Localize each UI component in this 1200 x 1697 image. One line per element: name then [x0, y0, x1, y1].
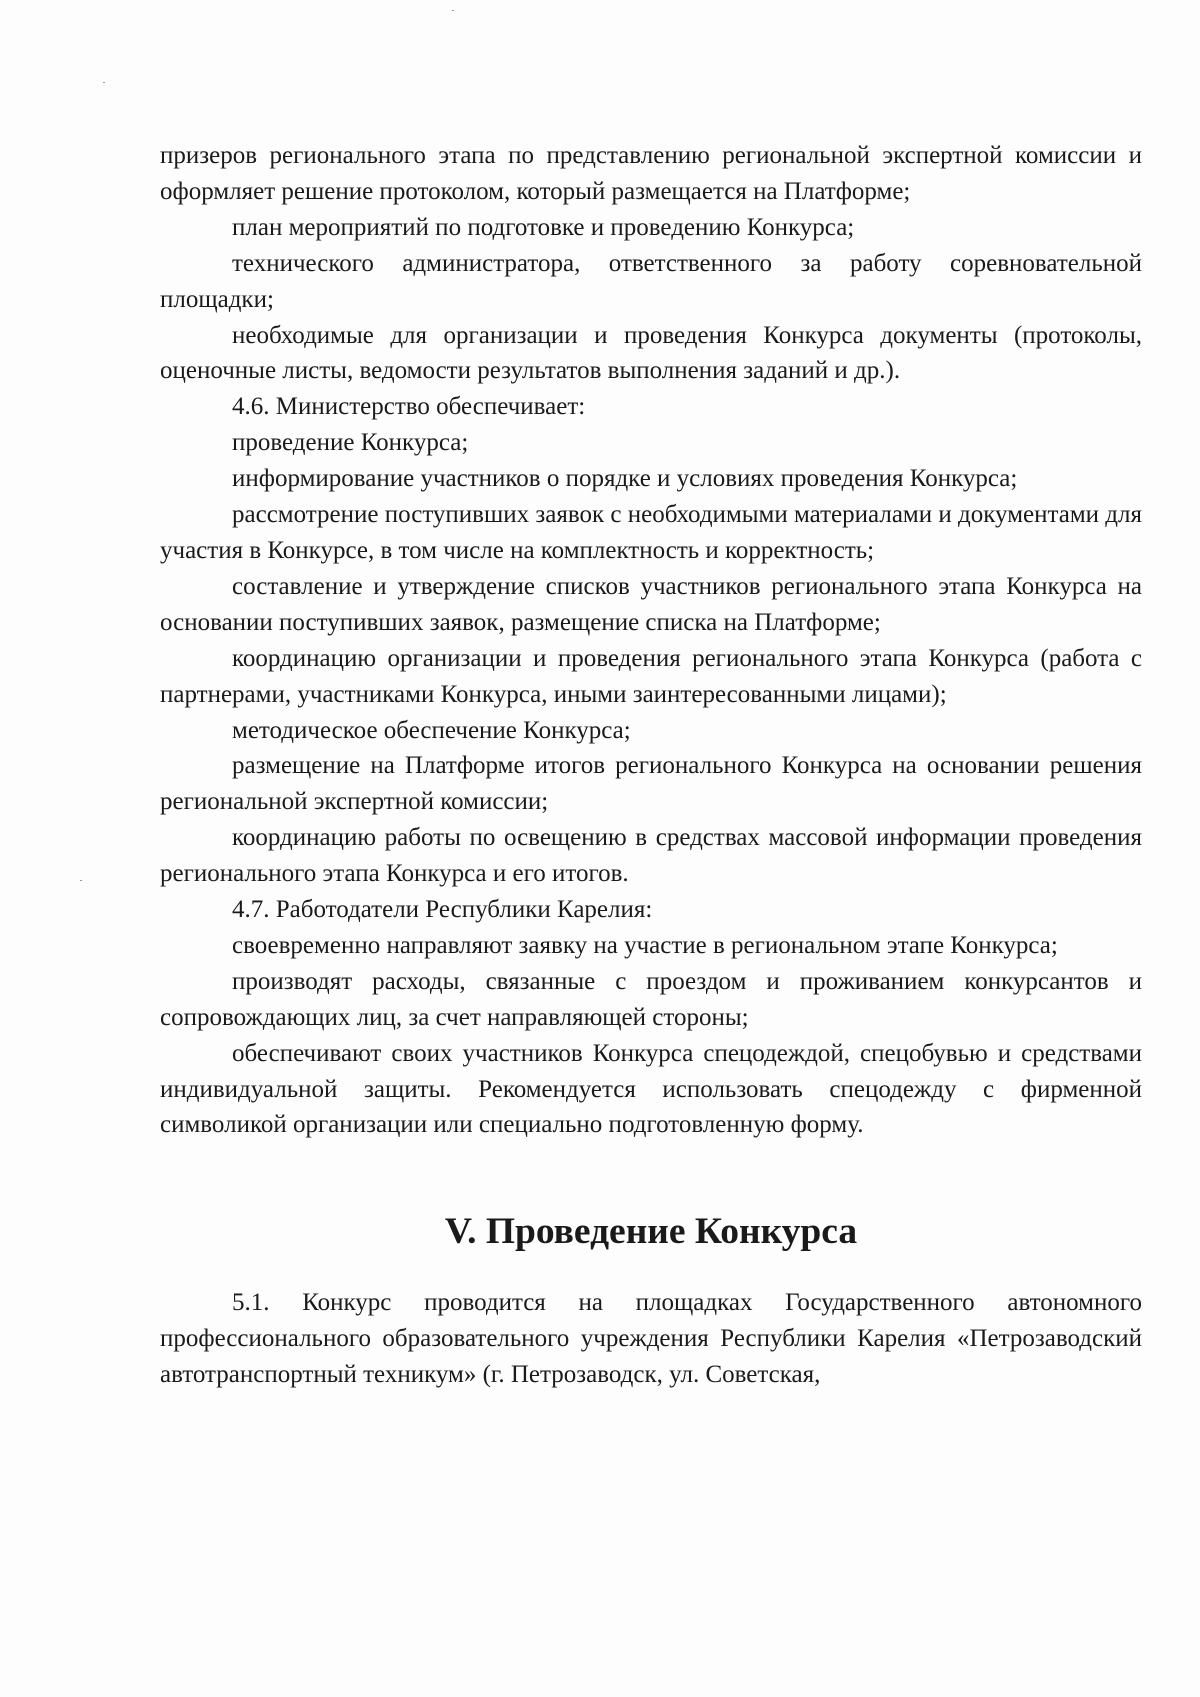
- paragraph-10: координацию организации и проведения регионального этапа Конкурса (работа с партнерами, участниками Конкурса, иными заинтересованными лицами);: [160, 644, 1142, 708]
- paragraph-12: размещение на Платформе итогов регионального Конкурса на основании решения региональной экспертной комиссии;: [160, 752, 1142, 816]
- spacer: [160, 1250, 1142, 1285]
- paragraph-14: 4.7. Работодатели Республики Карелия:: [232, 896, 653, 924]
- paragraph-4: необходимые для организации и проведения Конкурса документы (протоколы, оценочные листы, ведомости результатов выполнения заданий и др.).: [160, 321, 1142, 385]
- paragraph-17: обеспечивают своих участников Конкурса спецодеждой, спецобувью и средствами индивидуальной защиты. Рекомендуется использовать спецодежду с фирменной символикой организации или специально подготовленную форму.: [160, 1039, 1142, 1139]
- document-body: [160, 138, 1142, 1393]
- paragraph-9: составление и утверждение списков участников регионального этапа Конкурса на основании поступивших заявок, размещение списка на Платформе;: [160, 572, 1142, 636]
- paragraph-13: координацию работы по освещению в средствах массовой информации проведения регионального этапа Конкурса и его итогов.: [160, 824, 1142, 888]
- paragraph-6: проведение Конкурса;: [232, 429, 469, 457]
- paragraph-8: рассмотрение поступивших заявок с необходимыми материалами и документами для участия в Конкурсе, в том числе на комплектность и корректность;: [160, 501, 1142, 564]
- scan-speck: [103, 82, 105, 83]
- section-paragraph: 5.1. Конкурс проводится на площадках Государственного автономного профессионального образовательного учреждения Республики Карелия «Петрозаводский автотранспортный техникум» (г. Петрозаводск, ул. Советская,: [160, 1289, 1142, 1389]
- scan-speck: [452, 10, 454, 11]
- paragraph-1: призеров регионального этапа по представлению региональной экспертной комиссии и оформляет решение протоколом, который размещается на Платформе;: [160, 142, 1142, 205]
- paragraph-3: технического администратора, ответственного за работу соревновательной площадки;: [160, 249, 1142, 313]
- paragraph-2: план мероприятий по подготовке и проведению Конкурса;: [232, 213, 855, 241]
- paragraph-5: 4.6. Министерство обеспечивает:: [232, 393, 586, 421]
- scan-speck: [80, 880, 82, 881]
- paragraph-11: методическое обеспечение Конкурса;: [232, 716, 631, 744]
- paragraph-15: своевременно направляют заявку на участие в региональном этапе Конкурса;: [232, 931, 1058, 959]
- spacer: [160, 1143, 1142, 1214]
- section-heading: V. Проведение Конкурса: [444, 1211, 858, 1253]
- paragraph-7: информирование участников о порядке и условиях проведения Конкурса;: [232, 465, 1018, 493]
- paragraph-16: производят расходы, связанные с проездом и проживанием конкурсантов и сопровождающих лиц, за счет направляющей стороны;: [160, 967, 1142, 1031]
